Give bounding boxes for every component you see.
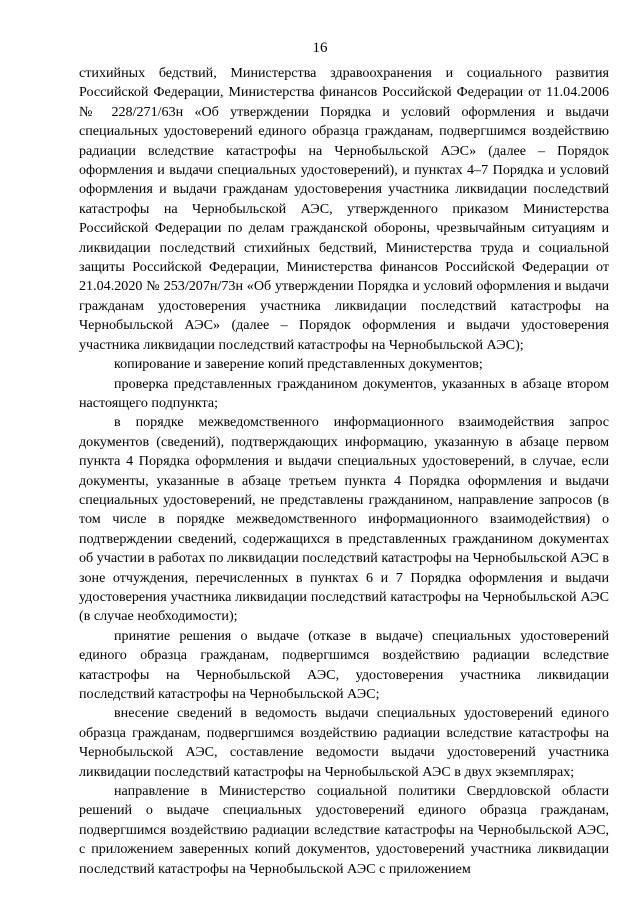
- paragraph: стихийных бедствий, Министерства здравоохранения и социального развития Российской Федерации, Министерства финансов Российской Федерации от 11.04.2006 № 228/271/63н «Об утверждении Порядка и условий оформления и выдачи специальных удостоверений единого образца гражданам, подвергшимся воздействию радиации вследствие катастрофы на Чернобыльской АЭС» (далее – Порядок оформления и выдачи специальных удостоверений), и пунктах 4–7 Порядка и условий оформления и выдачи гражданам удостоверения участника ликвидации последствий катастрофы на Чернобыльской АЭС, утвержденного приказом Министерства Российской Федерации по делам гражданской обороны, чрезвычайным ситуациям и ликвидации последствий стихийных бедствий, Министерства труда и социальной защиты Российской Федерации, Министерства финансов Российской Федерации от 21.04.2020 № 253/207н/73н «Об утверждении Порядка и условий оформления и выдачи гражданам удостоверения участника ликвидации последствий катастрофы на Чернобыльской АЭС» (далее – Порядок оформления и выдачи удостоверения участника ликвидации последствий катастрофы на Чернобыльской АЭС);: [79, 65, 609, 353]
- paragraph: проверка представленных гражданином документов, указанных в абзаце втором настоящего подпункта;: [79, 375, 609, 411]
- document-body: [79, 64, 609, 879]
- paragraph: внесение сведений в ведомость выдачи специальных удостоверений единого образца гражданам, подвергшимся воздействию радиации вследствие катастрофы на Чернобыльской АЭС, составление ведомости выдачи удостоверений участника ликвидации последствий катастрофы на Чернобыльской АЭС в двух экземплярах;: [79, 705, 609, 780]
- paragraph: копирование и заверение копий представленных документов;: [114, 356, 483, 373]
- page-number: 16: [312, 40, 328, 56]
- paragraph: в порядке межведомственного информационного взаимодействия запрос документов (сведений), подтверждающих информацию, указанную в абзаце первом пункта 4 Порядка оформления и выдачи специальных удостоверений, в случае, если документы, указанные в абзаце третьем пункта 4 Порядка оформления и выдачи специальных удостоверений, не представлены гражданином, направление запросов (в том числе в порядке межведомственного информационного взаимодействия) о подтверждении сведений, содержащихся в представленных гражданином документах об участии в работах по ликвидации последствий катастрофы на Чернобыльской АЭС в зоне отчуждения, перечисленных в пунктах 6 и 7 Порядка оформления и выдачи удостоверения участника ликвидации последствий катастрофы на Чернобыльской АЭС (в случае необходимости);: [79, 414, 609, 625]
- paragraph: направление в Министерство социальной политики Свердловской области решений о выдаче специальных удостоверений единого образца гражданам, подвергшимся воздействию радиации вследствие катастрофы на Чернобыльской АЭС, с приложением заверенных копий документов, удостоверений участника ликвидации последствий катастрофы на Чернобыльской АЭС с приложением: [79, 783, 609, 877]
- paragraph: принятие решения о выдаче (отказе в выдаче) специальных удостоверений единого образца гражданам, подвергшимся воздействию радиации вследствие катастрофы на Чернобыльской АЭС, удостоверения участника ликвидации последствий катастрофы на Чернобыльской АЭС;: [79, 627, 609, 702]
